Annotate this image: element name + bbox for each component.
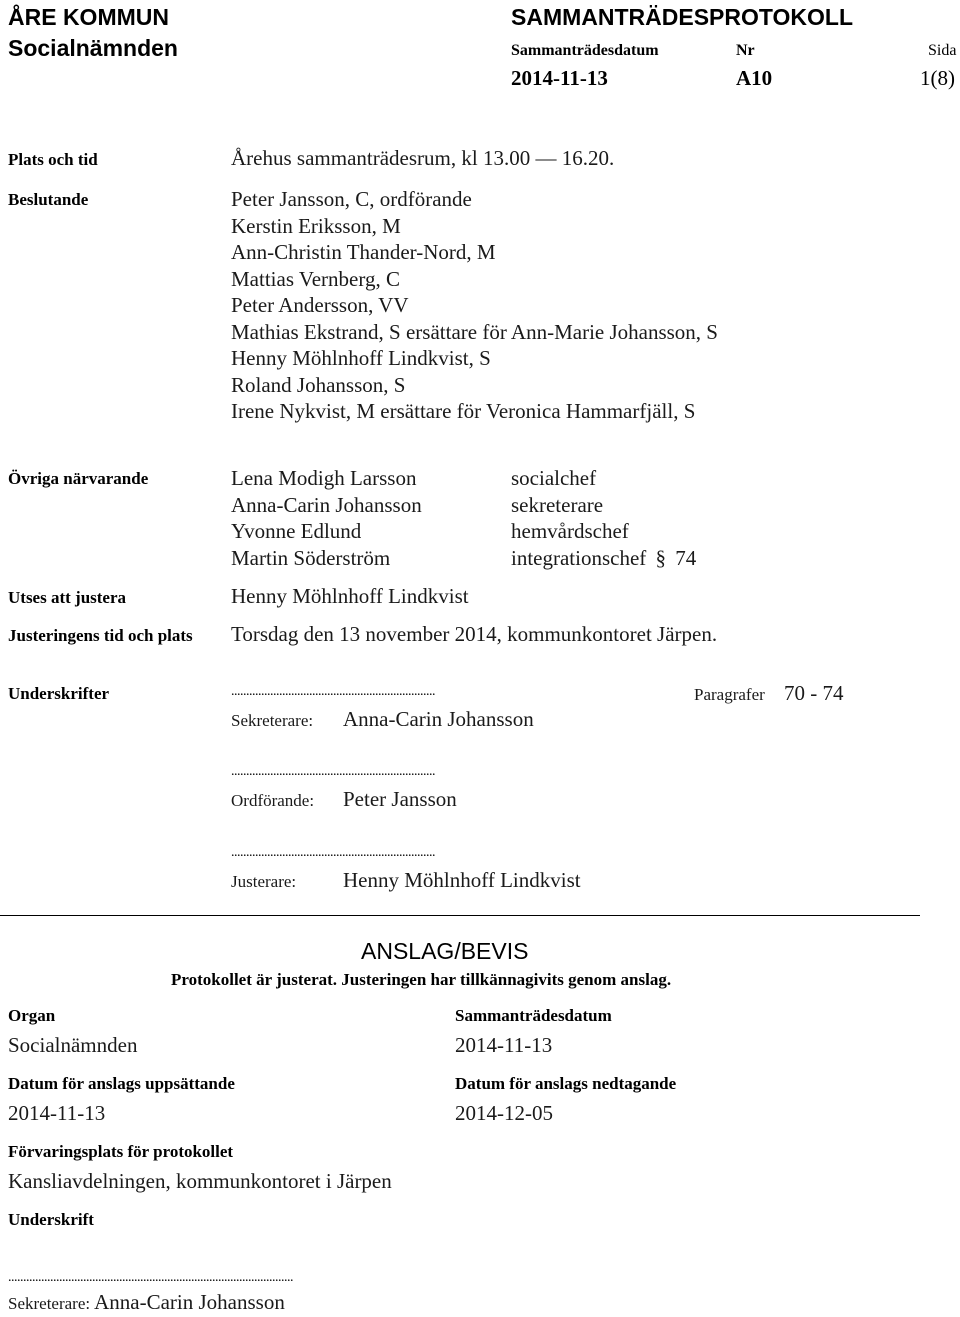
notice-title: ANSLAG/BEVIS xyxy=(361,938,529,964)
notice-signature xyxy=(8,1290,285,1315)
deciding-label: Beslutande xyxy=(8,190,89,209)
signature-label: Underskrift xyxy=(8,1210,94,1229)
page-number: 1(8) xyxy=(920,66,955,90)
page-label: Sida xyxy=(928,42,957,59)
list-item: Martin Söderström xyxy=(231,545,391,570)
list-item: Peter Jansson, C, ordförande xyxy=(231,187,472,211)
list-item: Mattias Vernberg, C xyxy=(231,266,400,291)
department-name: Socialnämnden xyxy=(8,35,178,61)
section-divider xyxy=(0,915,920,916)
deciding-members-list xyxy=(231,186,718,425)
signature-role: Ordförande: xyxy=(231,791,315,810)
role-text: integrationschef xyxy=(511,545,647,570)
signature-line: .................................................................... xyxy=(231,845,435,860)
posted-date-value: 2014-11-13 xyxy=(8,1101,106,1125)
organ-value: Socialnämnden xyxy=(8,1033,138,1057)
meeting-date-label: Sammanträdesdatum xyxy=(455,1006,612,1025)
signature-line: .................................................................... xyxy=(231,764,435,779)
others-present-names xyxy=(231,465,422,571)
list-item: Henny Möhlnhoff Lindkvist, S xyxy=(231,346,491,370)
protocol-number: A10 xyxy=(736,66,773,90)
list-item: Lena Modigh Larsson xyxy=(231,466,417,490)
list-item: Yvonne Edlund xyxy=(231,519,362,543)
posted-date-label: Datum för anslags uppsättande xyxy=(8,1074,235,1093)
place-time-label: Plats och tid xyxy=(8,150,98,169)
signatures-label: Underskrifter xyxy=(8,684,110,703)
list-item xyxy=(511,545,696,572)
list-item: sekreterare xyxy=(511,492,604,517)
signature-role: Sekreterare: xyxy=(231,711,314,730)
signature-line: ............................................................................................... xyxy=(8,1270,293,1285)
storage-label: Förvaringsplats för protokollet xyxy=(8,1142,234,1161)
signature-name: Anna-Carin Johansson xyxy=(343,707,534,731)
nr-label: Nr xyxy=(736,42,755,59)
signature-name: Peter Jansson xyxy=(343,787,457,811)
adjuster-label: Utses att justera xyxy=(8,588,127,607)
list-item: hemvårdschef xyxy=(511,519,629,543)
list-item: Anna-Carin Johansson xyxy=(231,492,422,517)
others-present-label: Övriga närvarande xyxy=(8,469,149,488)
document-type: SAMMANTRÄDESPROTOKOLL xyxy=(511,4,854,30)
notice-subtitle: Protokollet är justerat. Justeringen har tillkännagivits genom anslag. xyxy=(171,970,672,989)
organ-label: Organ xyxy=(8,1006,56,1025)
list-item: socialchef xyxy=(511,466,597,490)
signature-name: Anna-Carin Johansson xyxy=(94,1290,285,1314)
place-time-value: Årehus sammanträdesrum, kl 13.00 — 16.20. xyxy=(231,146,615,170)
list-item: Roland Johansson, S xyxy=(231,372,406,397)
paragraphs-value: 70 - 74 xyxy=(784,681,844,705)
adjust-time-value: Torsdag den 13 november 2014, kommunkontoret Järpen. xyxy=(231,622,718,646)
others-present-roles xyxy=(511,465,696,571)
adjust-time-label: Justeringens tid och plats xyxy=(8,626,193,645)
section-sign: § xyxy=(655,545,667,570)
list-item: Irene Nykvist, M ersättare för Veronica Hammarfjäll, S xyxy=(231,399,696,423)
list-item: Peter Andersson, VV xyxy=(231,293,409,317)
removed-date-value: 2014-12-05 xyxy=(455,1101,553,1125)
storage-value: Kansliavdelningen, kommunkontoret i Järpen xyxy=(8,1169,392,1193)
removed-date-label: Datum för anslags nedtagande xyxy=(455,1074,677,1093)
signature-line: .................................................................... xyxy=(231,684,435,699)
meeting-date: 2014-11-13 xyxy=(511,66,608,90)
meeting-date-value: 2014-11-13 xyxy=(455,1033,553,1057)
paragraphs-label: Paragrafer xyxy=(694,685,765,704)
signature-role: Sekreterare: xyxy=(8,1294,91,1313)
adjuster-value: Henny Möhlnhoff Lindkvist xyxy=(231,584,469,608)
list-item: Ann-Christin Thander-Nord, M xyxy=(231,240,496,264)
list-item: Kerstin Eriksson, M xyxy=(231,213,401,238)
signature-name: Henny Möhlnhoff Lindkvist xyxy=(343,868,581,892)
list-item: Mathias Ekstrand, S ersättare för Ann-Marie Johansson, S xyxy=(231,319,718,344)
municipality-name: ÅRE KOMMUN xyxy=(8,4,169,30)
date-label: Sammanträdesdatum xyxy=(511,42,659,59)
section-number: 74 xyxy=(675,545,697,570)
signature-role: Justerare: xyxy=(231,872,297,891)
